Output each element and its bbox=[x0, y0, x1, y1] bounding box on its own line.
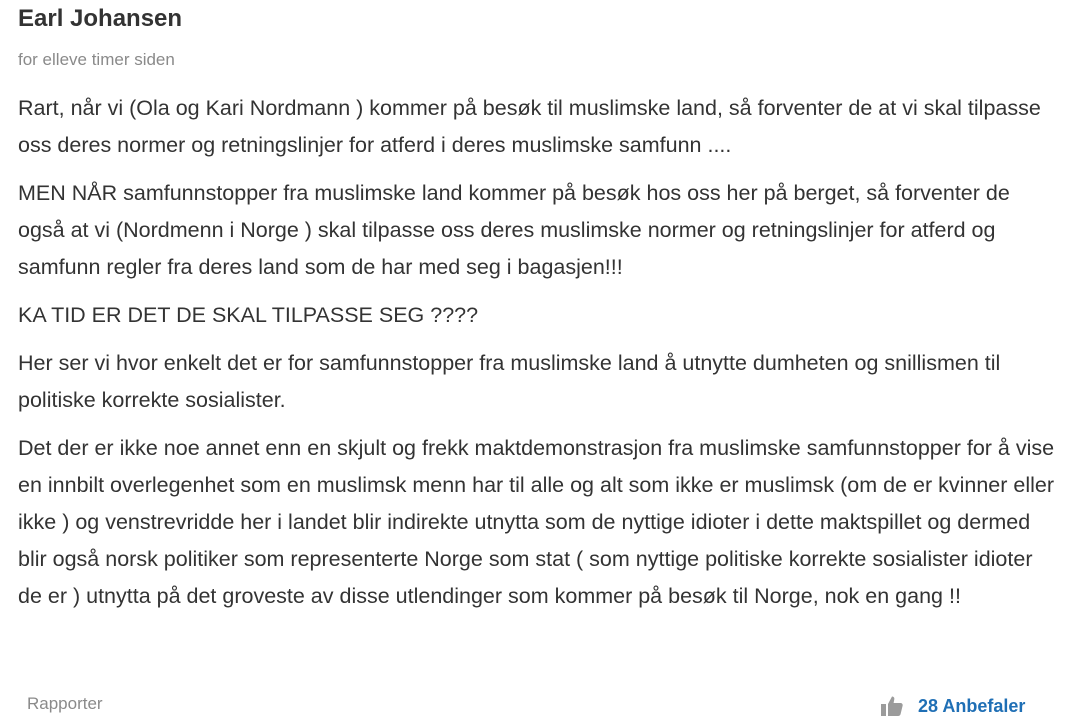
comment-paragraph: MEN NÅR samfunnstopper fra muslimske land kommer på besøk hos oss her på berget, så forventer de også at vi (Nordmenn i Norge ) skal tilpasse oss deres muslimske normer og retningslinjer for atferd og samfunn regler fra deres land som de har med seg i bagasjen!!! bbox=[18, 181, 1010, 279]
report-button[interactable]: Rapporter bbox=[27, 694, 103, 713]
comment-paragraph: Her ser vi hvor enkelt det er for samfunnstopper fra muslimske land å utnytte dumheten og snillismen til politiske korrekte sosialister. bbox=[18, 351, 1001, 412]
comment-body bbox=[18, 90, 1058, 626]
comment-paragraph: Rart, når vi (Ola og Kari Nordmann ) kommer på besøk til muslimske land, så forventer de at vi skal tilpasse oss deres normer og retningslinjer for atferd i deres muslimske samfunn .... bbox=[18, 96, 1041, 157]
comment-footer bbox=[0, 690, 1073, 720]
recommend-button[interactable] bbox=[880, 692, 1025, 720]
comment-timestamp: for elleve timer siden bbox=[18, 50, 175, 69]
recommend-count: 28 Anbefaler bbox=[918, 695, 1026, 716]
thumbs-up-icon bbox=[880, 694, 904, 718]
comment-paragraph: KA TID ER DET DE SKAL TILPASSE SEG ???? bbox=[18, 303, 479, 327]
comment-author[interactable]: Earl Johansen bbox=[18, 5, 183, 32]
comment-paragraph: Det der er ikke noe annet enn en skjult og frekk maktdemonstrasjon fra muslimske samfunnstopper for å vise en innbilt overlegenhet som en muslimsk menn har til alle og alt som ikke er muslimsk (om de er kvinner eller ikke ) og venstrevridde her i landet blir indirekte utnytta som de nyttige idioter i dette maktspillet og dermed blir også norsk politiker som representerte Norge som stat ( som nyttige politiske korrekte sosialister idioter de er ) utnytta på det groveste av disse utlendinger som kommer på besøk til Norge, nok en gang !! bbox=[18, 436, 1055, 608]
